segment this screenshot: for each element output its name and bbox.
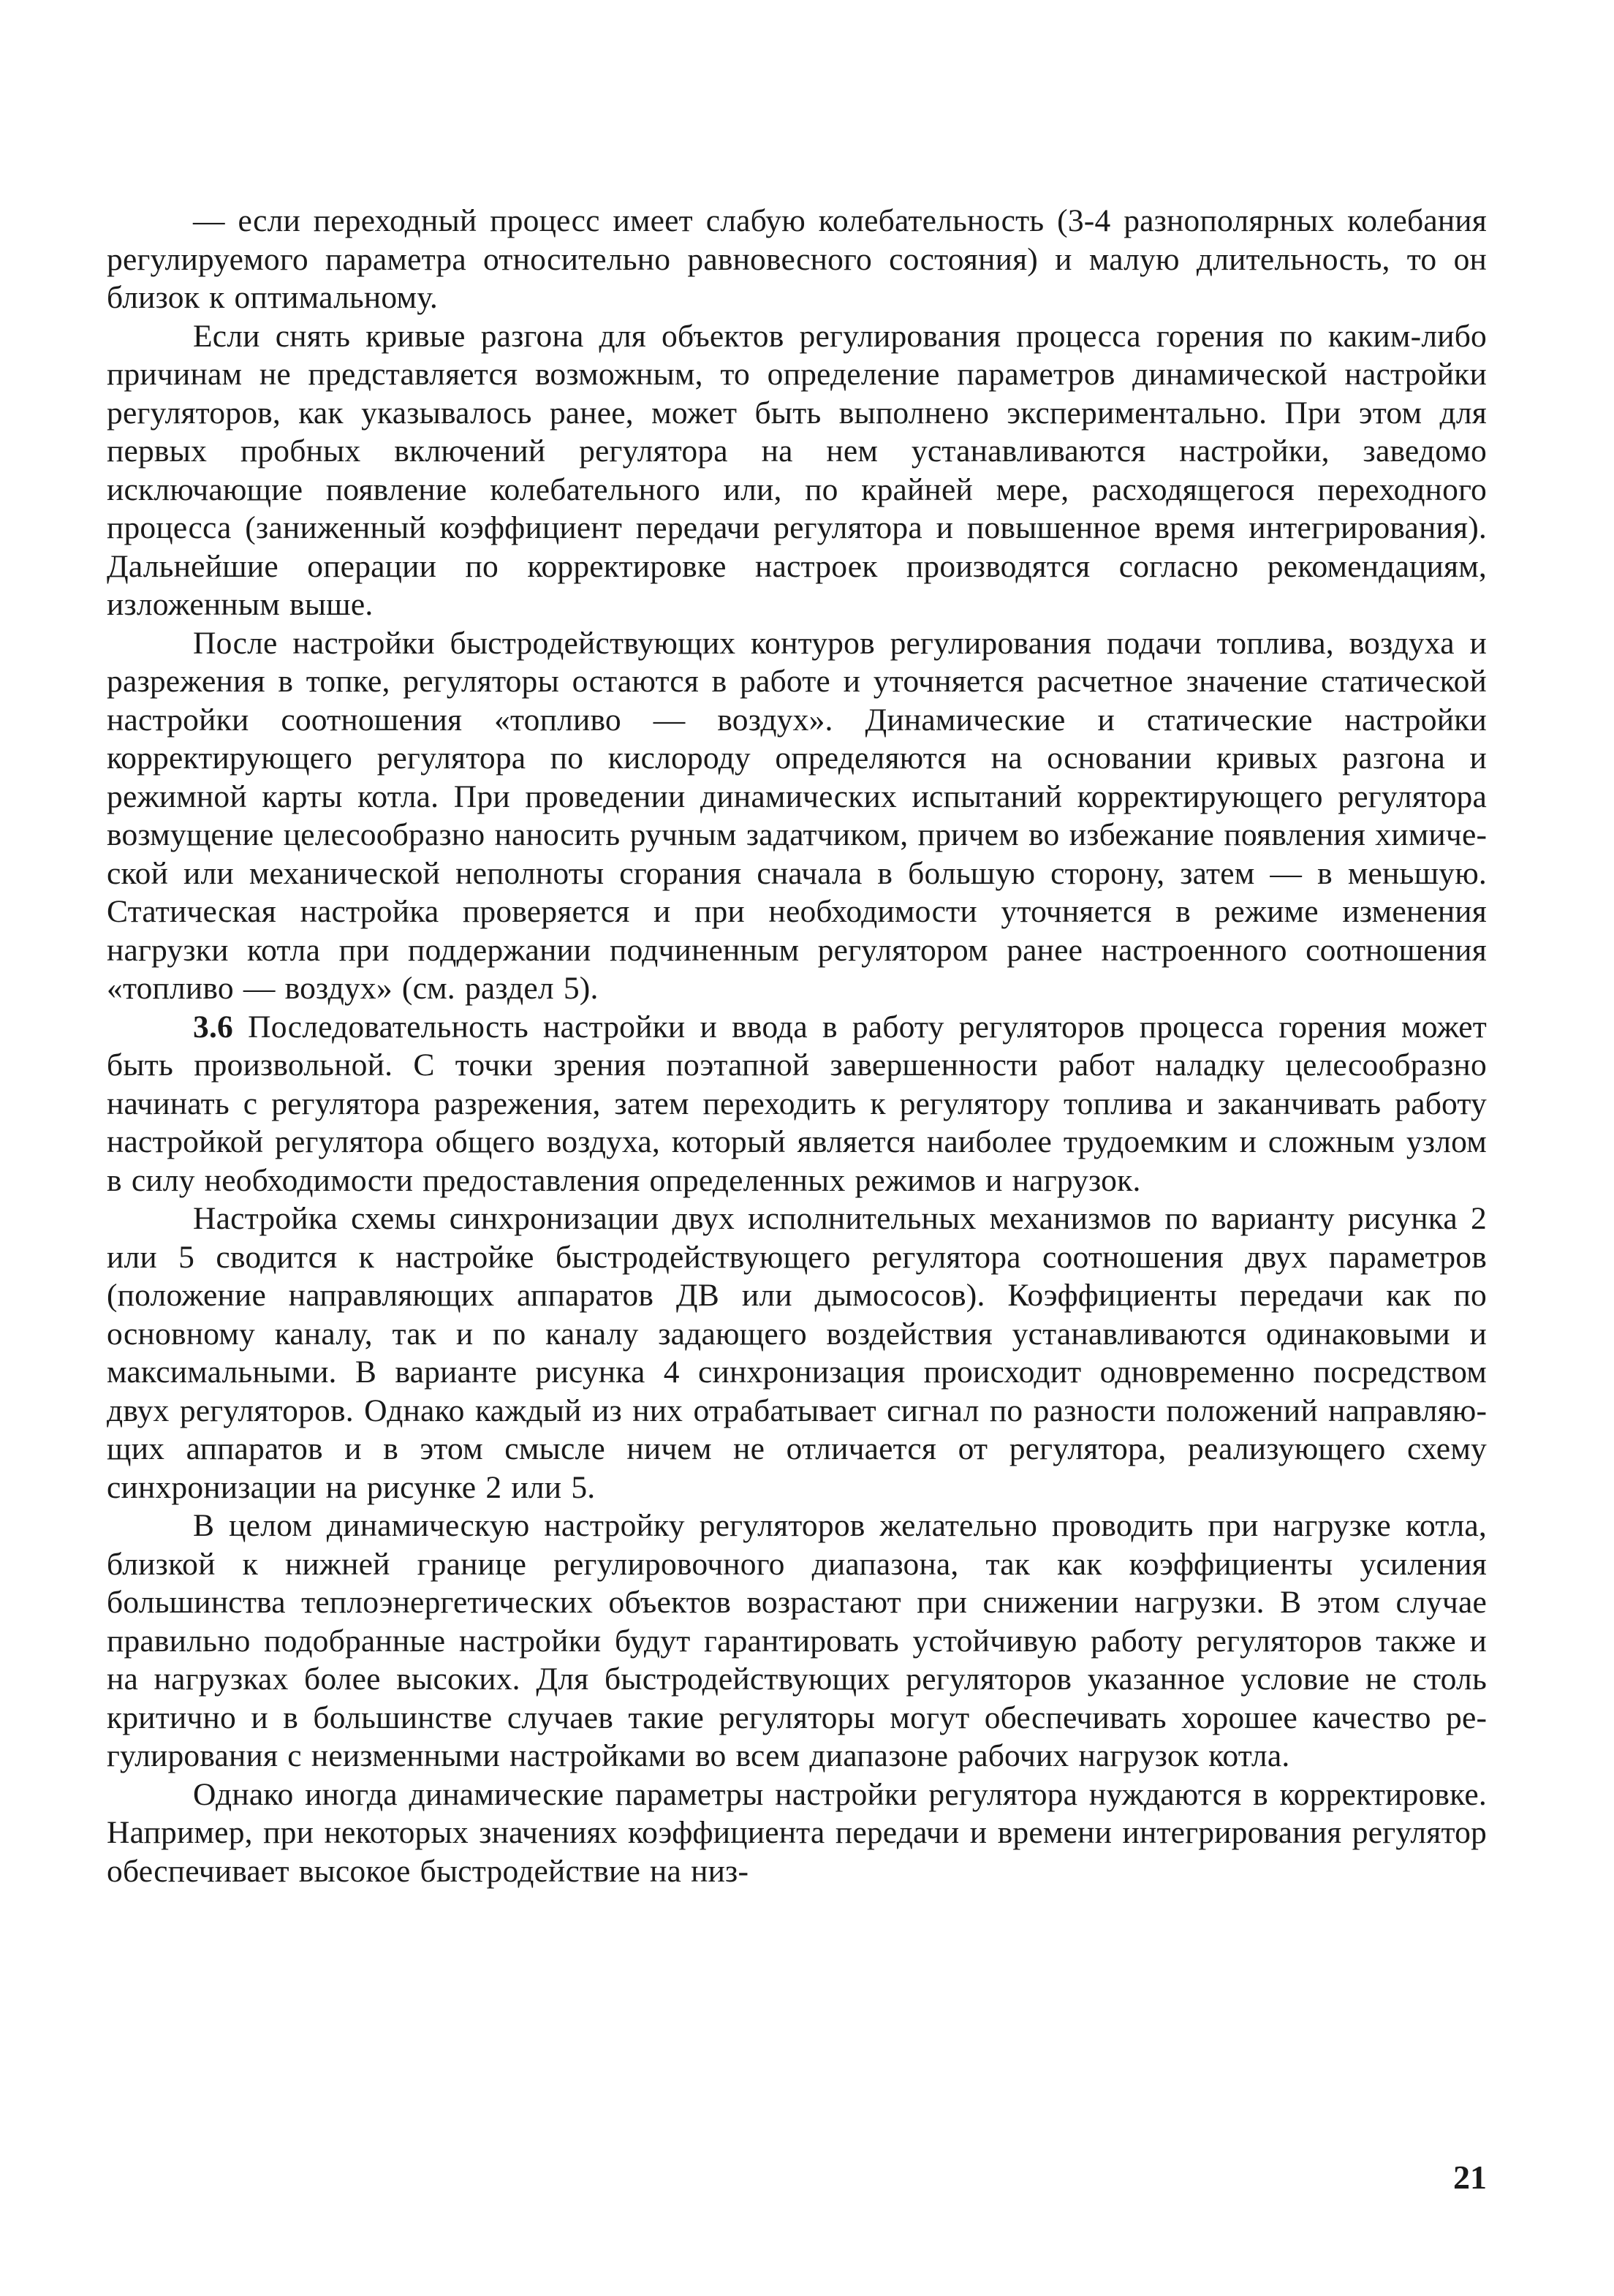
paragraph-1: — если переходный процесс имеет слабую колебательность (3-4 разнополярных колебания регулируемого параметра относительно равновесного состояния) и малую длительность, то он близок к оптимальному. bbox=[107, 203, 1487, 315]
section-number: 3.6 bbox=[193, 1009, 233, 1045]
paragraph-4 bbox=[107, 1008, 1487, 1200]
paragraph-6: В целом динамическую настройку регуляторов желательно проводить при нагрузке котла, близкой к нижней границе регулировочного диапазона, так как коэффициенты усиления большинства теплоэнергетических объектов возрастают при снижении нагрузки. В этом случае правильно подобранные настройки будут гарантировать устойчивую работу регуляторов также и на нагрузках более высоких. Для быстродействующих регуляторов указанное условие не столь критично и в большинстве случаев такие регуляторы могут обеспечивать хорошее качество регулирования с неизменными настройками во всем диапазоне рабочих нагрузок котла. bbox=[107, 1508, 1487, 1773]
document-page bbox=[107, 202, 1487, 1890]
page-number: 21 bbox=[1453, 2159, 1487, 2196]
paragraph-2: Если снять кривые разгона для объектов регулирования процесса горения по каким-либо причинам не представляется возможным, то определение параметров динамической настройки регуляторов, как указывалось ранее, может быть выполнено экспериментально. При этом для первых пробных включений регулятора на нем устанавливаются настройки, заведомо исключающие появление колебательного или, по крайней мере, расходящегося переходного процесса (заниженный коэффициент передачи регулятора и повышенное время интегрирования). Дальнейшие операции по корректировке настроек производятся согласно рекомендациям, изложенным выше. bbox=[107, 318, 1487, 622]
paragraph-5: Настройка схемы синхронизации двух исполнительных механизмов по варианту рисунка 2 или 5 сводится к настройке быстродействующего регулятора соотношения двух параметров (положение направляющих аппаратов ДВ или дымососов). Коэффициенты передачи как по основному каналу, так и по каналу задающего воздействия устанавливаются одинаковыми и максимальными. В варианте рисунка 4 синхронизация происходит одновременно посредством двух регуляторов. Однако каждый из них отрабатывает сигнал по разности положений направляющих аппаратов и в этом смысле ничем не отличается от регулятора, реализующего схему синхронизации на рисунке 2 или 5. bbox=[107, 1201, 1487, 1505]
paragraph-4-text: Последовательность настройки и ввода в работу регуляторов процесса горения может быть произвольной. С точки зрения поэтапной завершенности работ наладку целесообразно начинать с регулятора разрежения, затем переходить к регулятору топлива и заканчивать работу настройкой регулятора общего воздуха, который является наиболее трудоемким и сложным узлом в силу необходимости предоставления определенных режимов и нагрузок. bbox=[107, 1009, 1487, 1198]
paragraph-3: После настройки быстродействующих контуров регулирования подачи топлива, воздуха и разрежения в топке, регуляторы остаются в работе и уточняется расчетное значение статической настройки соотношения «топливо — воздух». Динамические и статические настройки корректирующего регулятора по кислороду определяются на основании кривых разгона и режимной карты котла. При проведении динамических испытаний корректирующего регулятора возмущение целесообразно наносить ручным задатчиком, причем во избежание появления химической или механической неполноты сгорания сначала в большую сторону, затем — в меньшую. Статическая настройка проверяется и при необходимости уточняется в режиме изменения нагрузки котла при поддержании подчиненным регулятором ранее настроенного соотношения «топливо — воздух» (см. раздел 5). bbox=[107, 625, 1487, 1006]
paragraph-7: Однако иногда динамические параметры настройки регулятора нуждаются в корректировке. Например, при некоторых значениях коэффициента передачи и времени интегрирования регулятор обеспечивает высокое быстродействие на низ- bbox=[107, 1776, 1487, 1889]
